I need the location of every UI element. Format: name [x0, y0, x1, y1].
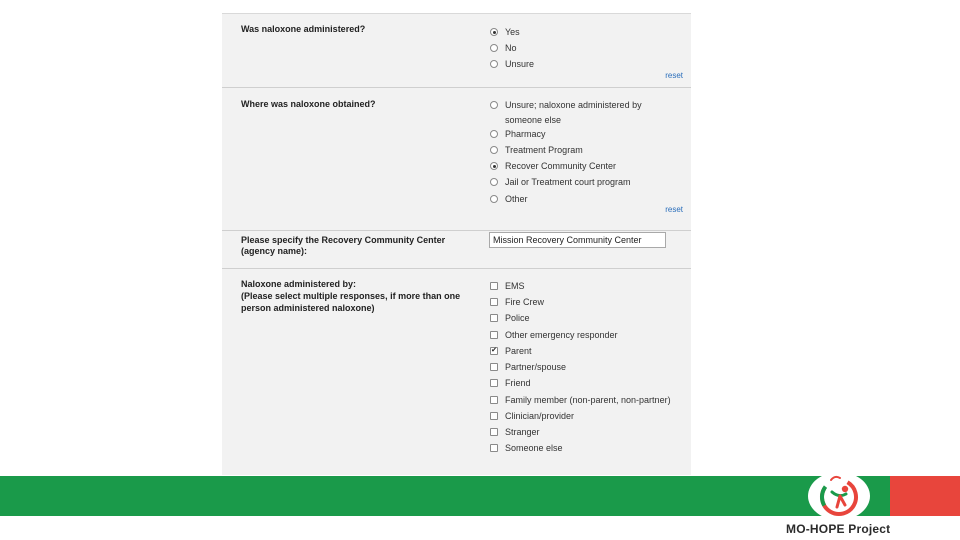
radio-option-unsure[interactable]: Unsure — [490, 59, 534, 73]
radio-option-jail-court-program[interactable]: Jail or Treatment court program — [490, 177, 631, 191]
checkbox[interactable] — [490, 412, 498, 420]
radio-button[interactable] — [490, 44, 498, 52]
radio-option-treatment-program[interactable]: Treatment Program — [490, 145, 583, 159]
radio-button[interactable] — [490, 195, 498, 203]
checkbox[interactable] — [490, 444, 498, 452]
checkbox[interactable] — [490, 396, 498, 404]
question-administered-by — [222, 269, 691, 476]
checkbox[interactable] — [490, 379, 498, 387]
checkbox[interactable] — [490, 331, 498, 339]
checkbox-option-police[interactable]: Police — [490, 313, 530, 327]
question-label: Where was naloxone obtained? — [241, 99, 376, 109]
checkbox-option-ems[interactable]: EMS — [490, 281, 525, 295]
checkbox-option-stranger[interactable]: Stranger — [490, 427, 540, 441]
radio-button[interactable] — [490, 178, 498, 186]
reset-link[interactable]: reset — [665, 205, 683, 214]
checkbox-option-friend[interactable]: Friend — [490, 378, 531, 392]
checkbox[interactable] — [490, 314, 498, 322]
brand-name: MO-HOPE Project — [786, 522, 891, 536]
question-label-line-2: (Please select multiple responses, if more than one — [241, 291, 461, 301]
checkbox-option-parent[interactable]: ✔ Parent — [491, 346, 532, 356]
checkbox-option-clinician-provider[interactable]: Clinician/provider — [490, 411, 574, 425]
checkbox-option-other-emergency-responder[interactable]: Other emergency responder — [490, 330, 618, 344]
question-label-line-3: person administered naloxone) — [241, 303, 375, 313]
radio-option-no[interactable]: No — [490, 43, 517, 57]
radio-button-selected[interactable] — [490, 28, 498, 36]
option-label-continuation: someone else — [505, 115, 562, 125]
radio-button[interactable] — [490, 146, 498, 154]
radio-button[interactable] — [490, 130, 498, 138]
checkbox-option-family-member[interactable]: Family member (non-parent, non-partner) — [490, 395, 671, 409]
question-label-line-1: Naloxone administered by: — [241, 279, 357, 289]
radio-button[interactable] — [490, 101, 498, 109]
radio-option-pharmacy[interactable]: Pharmacy — [490, 129, 546, 143]
radio-button[interactable] — [490, 60, 498, 68]
question-label-line-2: (agency name): — [241, 246, 308, 256]
radio-button-selected[interactable] — [490, 162, 498, 170]
checkbox[interactable] — [490, 282, 498, 290]
checkbox[interactable] — [490, 298, 498, 306]
checkbox-option-partner-spouse[interactable]: Partner/spouse — [490, 362, 566, 376]
footer-red-band — [890, 476, 960, 516]
question-label: Was naloxone administered? — [241, 24, 366, 34]
checkbox[interactable] — [490, 428, 498, 436]
agency-name-field[interactable] — [489, 232, 666, 248]
radio-option-yes[interactable]: Yes — [490, 27, 520, 41]
checkbox-checked[interactable]: ✔ — [491, 347, 497, 354]
radio-option-unsure-someone-else[interactable]: Unsure; naloxone administered by — [490, 100, 642, 114]
reset-link[interactable]: reset — [665, 71, 683, 80]
radio-option-recover-community-center[interactable]: Recover Community Center — [490, 161, 616, 175]
survey-form — [222, 13, 691, 475]
checkbox[interactable] — [490, 363, 498, 371]
mo-hope-logo-icon — [816, 472, 862, 518]
question-label-line-1: Please specify the Recovery Community Center — [241, 235, 446, 245]
checkbox-option-fire-crew[interactable]: Fire Crew — [490, 297, 544, 311]
question-naloxone-administered — [222, 14, 691, 88]
radio-option-other[interactable]: Other — [490, 194, 528, 208]
question-naloxone-obtained — [222, 88, 691, 231]
checkbox-option-someone-else[interactable]: Someone else — [490, 443, 563, 457]
